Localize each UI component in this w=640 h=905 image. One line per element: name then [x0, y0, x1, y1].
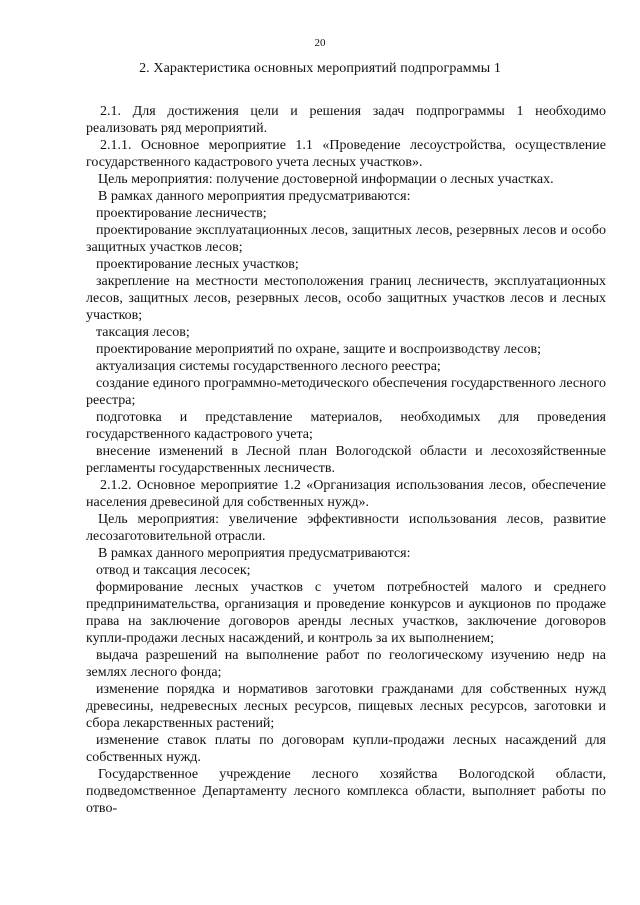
list-item: внесение изменений в Лесной план Вологодской области и лесохозяйственные регламенты государственных лесничеств.: [86, 444, 606, 476]
list-item: актуализация системы государственного лесного реестра;: [96, 359, 441, 374]
list-item: проектирование эксплуатационных лесов, защитных лесов, резервных лесов и особо защитных участков лесов;: [86, 223, 606, 255]
list-item: выдача разрешений на выполнение работ по геологическому изучению недр на землях лесного фонда;: [86, 648, 606, 680]
paragraph: 2.1. Для достижения цели и решения задач подпрограммы 1 необходимо реализовать ряд мероприятий.: [86, 104, 606, 136]
list-item: отвод и таксация лесосек;: [96, 563, 251, 578]
list-item: подготовка и представление материалов, необходимых для проведения государственного кадастрового учета;: [86, 410, 606, 442]
paragraph: Цель мероприятия: увеличение эффективности использования лесов, развитие лесозаготовительной отрасли.: [86, 512, 606, 544]
list-item: формирование лесных участков с учетом потребностей малого и среднего предпринимательства, организация и проведение конкурсов и аукционов по продаже права на заключение договоров аренды лесных участков, заключение договоров купли-продажи лесных насаждений, и контроль за их выполнением;: [86, 580, 606, 646]
list-item: проектирование лесных участков;: [96, 257, 299, 272]
list-item: проектирование мероприятий по охране, защите и воспроизводству лесов;: [96, 342, 541, 357]
list-item: проектирование лесничеств;: [96, 206, 267, 221]
body-text: [86, 103, 606, 817]
paragraph: В рамках данного мероприятия предусматриваются:: [98, 546, 411, 561]
paragraph: 2.1.2. Основное мероприятие 1.2 «Организация использования лесов, обеспечение населения древесиной для собственных нужд».: [86, 478, 606, 510]
paragraph: Государственное учреждение лесного хозяйства Вологодской области, подведомственное Департаменту лесного комплекса области, выполняет работы по отво-: [86, 767, 606, 816]
list-item: изменение порядка и нормативов заготовки гражданами для собственных нужд древесины, недревесных лесных ресурсов, пищевых лесных ресурсов, заготовки и сбора лекарственных растений;: [86, 682, 606, 731]
list-item: таксация лесов;: [96, 325, 190, 340]
list-item: закрепление на местности местоположения границ лесничеств, эксплуатационных лесов, защитных лесов, резервных лесов, особо защитных участков лесов и лесных участков;: [86, 274, 606, 323]
paragraph: 2.1.1. Основное мероприятие 1.1 «Проведение лесоустройства, осуществление государственного кадастрового учета лесных участков».: [86, 138, 606, 170]
section-title: 2. Характеристика основных мероприятий подпрограммы 1: [139, 61, 501, 76]
list-item: изменение ставок платы по договорам купли-продажи лесных насаждений для собственных нужд.: [86, 733, 606, 765]
paragraph: В рамках данного мероприятия предусматриваются:: [98, 189, 411, 204]
list-item: создание единого программно-методического обеспечения государственного лесного реестра;: [86, 376, 606, 408]
paragraph: Цель мероприятия: получение достоверной информации о лесных участках.: [98, 172, 554, 187]
page-number: 20: [314, 37, 326, 49]
